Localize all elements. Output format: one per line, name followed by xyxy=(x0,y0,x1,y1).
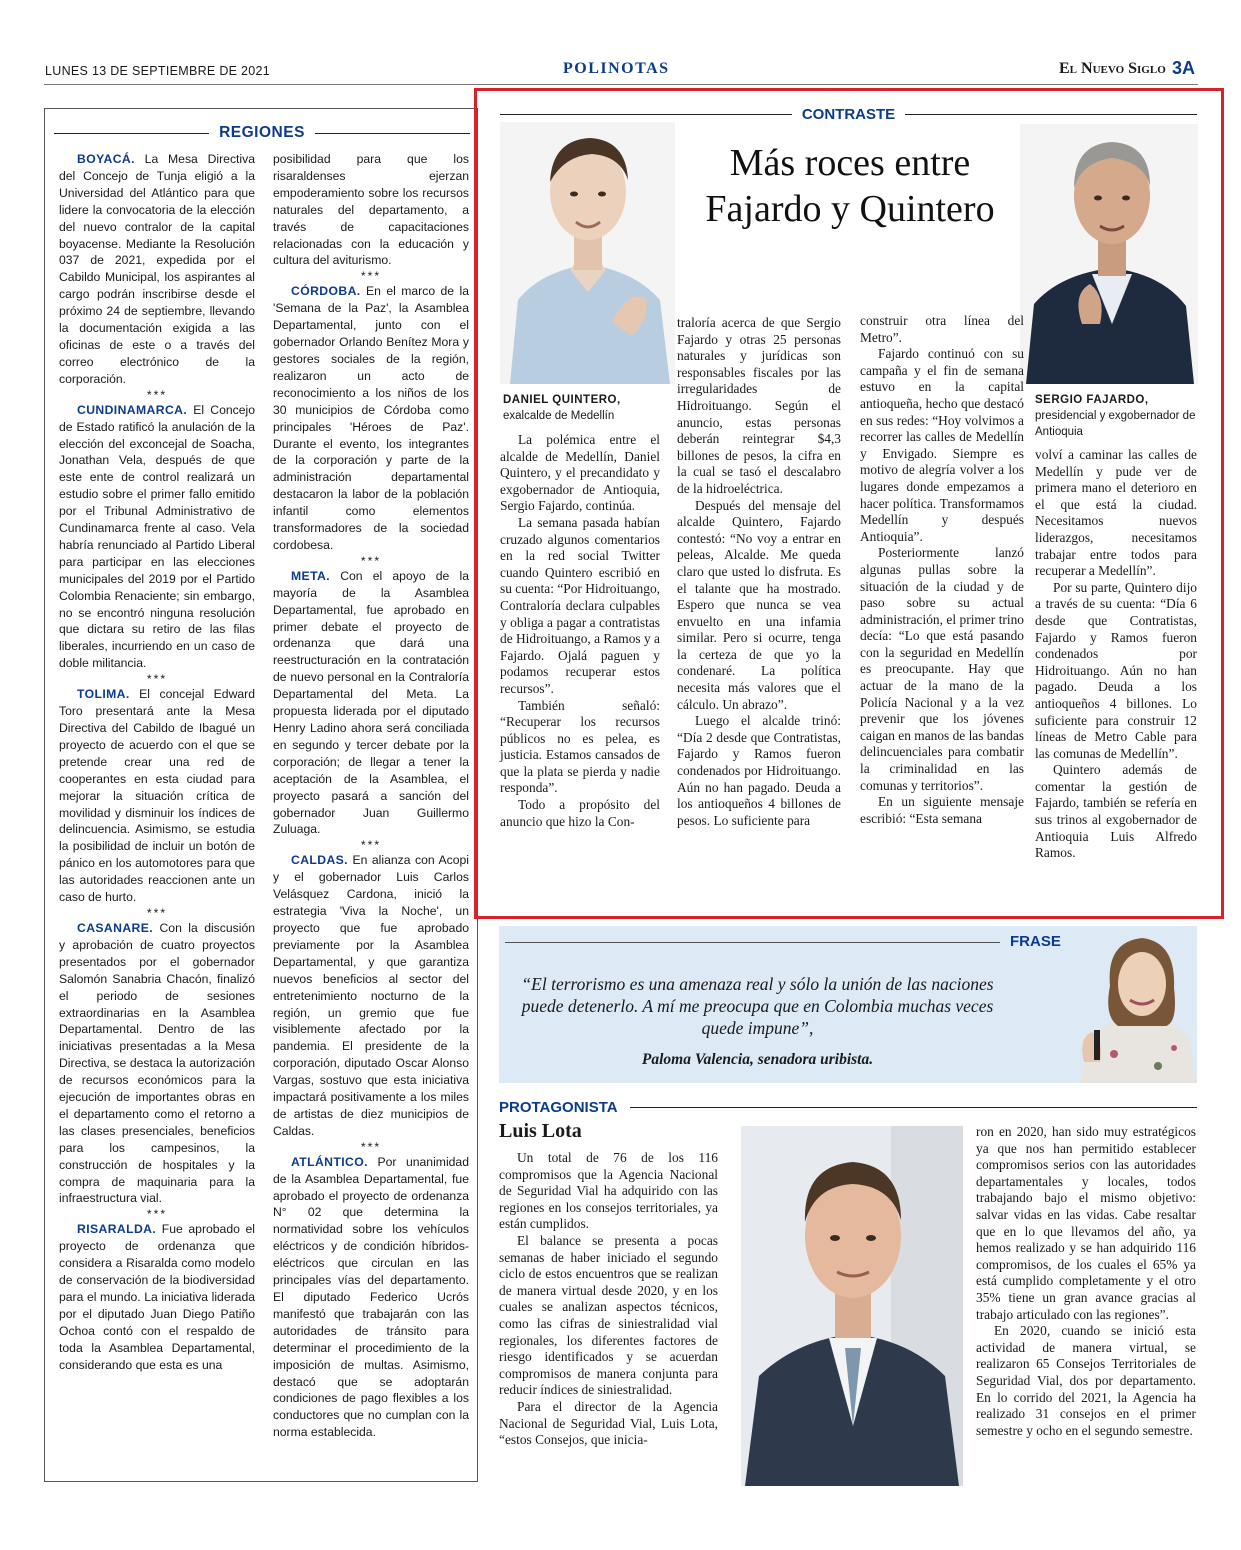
separator-stars: *** xyxy=(146,387,168,402)
region-name: CALDAS. xyxy=(291,853,348,868)
contraste-label: CONTRASTE xyxy=(801,105,896,123)
contraste-column-2 xyxy=(677,315,841,829)
region-item xyxy=(59,920,255,1207)
paragraph: Por su parte, Quintero dijo a través de su cuenta: “Día 6 desde que Contratistas, Fajardo y Ramos fueron condenados por Hidroituango. Aún no han pagado. Deuda a los antioqueños 4 billones. Lo suficiente para construir 12 líneas de Metro Cable para las comunas de Medellín”. xyxy=(1035,579,1197,761)
paragraph: En un siguiente mensaje escribió: “Esta semana xyxy=(860,794,1024,826)
protagonista-header xyxy=(499,1096,1197,1118)
protagonista-label: PROTAGONISTA xyxy=(499,1098,618,1116)
paragraph: Luego el alcalde trinó: “Día 2 desde que Contratistas, Fajardo y Ramos fueron condenados por Hidroituango. Aún no han pagado. Deuda a los antioqueños 4 billones de pesos. Lo suficiente para xyxy=(677,713,841,828)
newspaper-name: El Nuevo Siglo xyxy=(1059,60,1166,77)
page-number: 3A xyxy=(1172,58,1196,78)
region-item xyxy=(273,568,469,839)
region-text: Por unanimidad de la Asamblea Departamental, fue aprobado el proyecto de ordenanza N° 02 que determina la normatividad sobre los vehículos eléctricos y de condición híbridos-eléctricos que circulan en las principales vías del departamento. El diputado Federico Ucrós manifestó que trabajarán con las autoridades de tránsito para determinar el procedimiento de la imposición de multas. Asimismo, destacó que se adoptarán condiciones de pago flexibles a los conductores que no cumplan con la norma establecida. xyxy=(273,1154,469,1440)
region-text: Fue aprobado el proyecto de ordenanza que considera a Risaralda como modelo de conservación de la biodiversidad para el mundo. La iniciativa liderada por el diputado Juan Diego Patiño Ochoa contó con el respaldo de toda la Asamblea Departamental, considerando que esta es una xyxy=(59,1222,255,1372)
regiones-column-2 xyxy=(273,151,469,1441)
region-text: En alianza con Acopi y el gobernador Luis Carlos Velásquez Cardona, inició la estrategia 'Viva la Noche', un proyecto que fue aprobado previamente por la Asamblea Departamental, y que garantiza nuevos beneficios al sector del entretenimiento nocturno de la región, un gremio que fue visiblemente afectado por la pandemia. El presidente de la corporación, diputado Oscar Alonso Vargas, sostuvo que esta iniciativa impactará positivamente a los miles de artistas de diez municipios de Caldas. xyxy=(273,853,469,1138)
photo-paloma-valencia xyxy=(1070,926,1197,1083)
region-item xyxy=(59,1221,255,1373)
photo-sergio-fajardo xyxy=(1020,124,1198,384)
contraste-rule-right xyxy=(905,114,1197,115)
region-item xyxy=(273,1154,469,1441)
region-text: El Concejo de Estado ratificó la anulación de la elección del exconcejal de Soacha, Jonathan Vela, después de que este ente de control realizará un estudio sobre el primer fallo emitido por el Tribunal Administrativo de Cundinamarca frente al caso. Vela habría renunciado al Partido Liberal para participar en las elecciones municipales del 2019 por el Partido Colombia Renaciente; sin embargo, no se encontró ninguna resolución que dictara su retiro de las filas liberales, incurriendo en un caso de doble militancia. xyxy=(59,402,255,671)
region-name: CASANARE. xyxy=(77,920,154,935)
separator-stars: *** xyxy=(360,1139,382,1154)
paragraph: La semana pasada habían cruzado algunos comentarios en la red social Twitter cuando Quintero escribió en su cuenta: “Por Hidroituango, Contraloría declara culpables y obliga a pagar a contratistas de Hidroituango, a Ramos y a Fajardo. Ojalá paguen y podamos recuperar estos recursos”. xyxy=(500,514,660,696)
issue-date: LUNES 13 DE SEPTIEMBRE DE 2021 xyxy=(45,64,271,78)
separator-stars: *** xyxy=(360,838,382,853)
caption-left-name: DANIEL QUINTERO, xyxy=(503,394,621,406)
region-name: TOLIMA. xyxy=(77,687,130,702)
region-text: En el marco de la 'Semana de la Paz', la Asamblea Departamental, junto con el gobernador Orlando Benítez Mora y gestores sociales de la región, realizaron un acto de reconocimiento a los niños de los 30 municipios de Córdoba como principales 'Héroes de Paz'. Durante el evento, los integrantes de la corporación y parte de la administración departamental destacaron la labor de la población infantil como elementos transformadores de la sociedad cordobesa. xyxy=(273,284,469,552)
caption-right-name: SERGIO FAJARDO, xyxy=(1035,394,1149,406)
paragraph: Un total de 76 de los 116 compromisos que la Agencia Nacional de Seguridad Vial ha adquirido con las regiones en los consejos territoriales, ya están cumplidos. xyxy=(499,1150,718,1232)
region-text: Con la discusión y aprobación de cuatro proyectos presentados por el gobernador Salomón Sanabria Chacón, finalizó el periodo de sesiones extraordinarias en la Asamblea Departamental. Dentro de las iniciativas presentadas a la Mesa Directiva, se destaca la autorización de recursos económicos para la ejecución de importantes obras en el departamento como el retorno a las clases presenciales, beneficios para los campesinos, la construcción de hospitales y la compra de maquinaria para la infraestructura vial. xyxy=(59,920,255,1206)
paragraph: También señaló: “Recuperar los recursos públicos no es pelea, es justicia. Estamos cansados de que la plata se pierda y nadie responda”. xyxy=(500,697,660,796)
separator-stars: *** xyxy=(146,905,168,920)
protagonista-column-1 xyxy=(499,1150,718,1449)
region-text: La Mesa Directiva del Concejo de Tunja eligió a la Universidad del Atlántico para que lidere la convocatoria de la elección del nuevo contralor de la capital boyacense. Mediante la Resolución 037 de 2021, expedida por el Cabildo Municipal, los aspirantes al cargo podrán inscribirse desde el próximo 24 de septiembre, llevando la documentación exigida a las oficinas de este o a través del correo electrónico de la corporación. xyxy=(59,152,255,386)
region-item xyxy=(59,686,255,906)
frase-author: Paloma Valencia, senadora uribista. xyxy=(641,1051,874,1068)
separator-stars: *** xyxy=(360,269,382,284)
region-name: CÓRDOBA. xyxy=(291,284,361,299)
paragraph: En 2020, cuando se inició esta actividad de manera virtual, se realizaron 65 Consejos Territoriales de Seguridad Vial, dos por departamento. En lo corrido del 2021, la Agencia ha realizado 31 consejos en el primer semestre y ocho en el segundo semestre. xyxy=(976,1323,1196,1438)
header-rule xyxy=(44,84,1198,85)
region-item xyxy=(273,283,469,554)
contraste-column-1 xyxy=(500,432,660,830)
paragraph: Para el director de la Agencia Nacional de Seguridad Vial, Luis Lota, “estos Consejos, que inicia- xyxy=(499,1398,718,1448)
region-name: ATLÁNTICO. xyxy=(291,1154,368,1169)
section-name: POLINOTAS xyxy=(563,60,670,77)
caption-right-role: presidencial y exgobernador de Antioquia xyxy=(1035,410,1196,438)
frase-label: FRASE xyxy=(1010,933,1061,950)
paragraph: construir otra línea del Metro”. xyxy=(860,313,1024,345)
region-item xyxy=(273,852,469,1139)
caption-right xyxy=(1035,392,1200,440)
protagonista-name: Luis Lota xyxy=(499,1120,582,1142)
photo-daniel-quintero xyxy=(500,122,675,384)
paragraph: El balance se presenta a pocas semanas de haber iniciado el segundo ciclo de estos encuentros que se realizan de manera virtual desde 2020, y en los cuales se analizan aspectos técnicos, como las cifras de siniestralidad vial regionales, los diferentes factores de riesgo identificados y se acuerdan compromisos de manera conjunta para reducir índices de siniestralidad. xyxy=(499,1232,718,1398)
region-name: RISARALDA. xyxy=(77,1222,157,1237)
contraste-rule-left xyxy=(500,114,792,115)
regiones-rule-right xyxy=(315,133,470,134)
region-name: BOYACÁ. xyxy=(77,152,135,166)
paragraph: traloría acerca de que Sergio Fajardo y otras 25 personas naturales y jurídicas son responsables fiscales por las irregularidades de Hidroituango. Según el anuncio, estas personas deberán reintegrar $4,3 billones de pesos, la cifra en la cual se tasó el descalabro de la hidroeléctrica. xyxy=(677,315,841,496)
paragraph: Todo a propósito del anuncio que hizo la Con- xyxy=(500,797,660,829)
separator-stars: *** xyxy=(146,1207,168,1222)
photo-luis-lota xyxy=(741,1126,963,1486)
region-text: Con el apoyo de la mayoría de la Asamblea Departamental, fue aprobado en primer debate el proyecto de ordenanza que dará una reestructuración en la contratación de nuevo personal en la Contraloría Departamental del Meta. La propuesta liderada por el diputado Henry Ladino ahora será conciliada en segundo y tercer debate por la corporación; de llegar a tener la aceptación de la Asamblea, el proyecto pasará a sanción del gobernador Juan Guillermo Zuluaga. xyxy=(273,568,469,837)
protagonista-column-2 xyxy=(976,1124,1196,1439)
separator-stars: *** xyxy=(146,672,168,687)
contraste-column-3 xyxy=(860,313,1024,827)
regiones-column-1 xyxy=(59,151,255,1374)
contraste-column-4 xyxy=(1035,447,1197,862)
paragraph: volví a caminar las calles de Medellín y pude ver de primera mano el deterioro en el que está la ciudad. Necesitamos nuevos liderazgos, necesitamos trabajar entre todos para recuperar a Medellín”. xyxy=(1035,447,1197,579)
regiones-rule-left xyxy=(54,133,209,134)
caption-left xyxy=(503,392,673,424)
paragraph: Posteriormente lanzó algunas pullas sobre la situación de la ciudad y de paso sobre su actual administración, el primer trino decía: “Lo que está pasando con la seguridad en Medellín es preocupante. Hay que actuar de la mano de la Policía Nacional y a la vez prevenir que los jóvenes caigan en manos de las bandas delincuenciales para combatir la criminalidad en las comunas y territorios”. xyxy=(860,545,1024,793)
region-item xyxy=(59,151,255,388)
contraste-headline: Más roces entre Fajardo y Quintero xyxy=(705,142,995,230)
paragraph: La polémica entre el alcalde de Medellín, Daniel Quintero, y el precandidato y exgobernador de Antioquia, Sergio Fajardo, continúa. xyxy=(500,432,660,514)
region-text: El concejal Edward Toro presentará ante la Mesa Directiva del Cabildo de Ibagué un proyecto de acuerdo con el que se pretende crear una red de cooperantes en esta ciudad para mejorar la situación crítica de movilidad y disminuir los índices de delincuencia. Asimismo, se estudia la posibilidad de incluir un botón de pánico en los automotores para que las autoridades reaccionen ante un caso de hurto. xyxy=(59,687,255,905)
caption-left-role: exalcalde de Medellín xyxy=(503,410,615,422)
regiones-header xyxy=(54,122,470,144)
frase-rule xyxy=(505,942,1000,943)
region-item xyxy=(59,402,255,673)
regiones-label: REGIONES xyxy=(219,124,305,141)
paragraph: Quintero además de comentar la gestión de Fajardo, también se refería en sus trinos al exgobernador de Antioquia Luis Alfredo Ramos. xyxy=(1035,762,1197,861)
paragraph: ron en 2020, han sido muy estratégicos ya que nos han permitido establecer compromisos serios con las autoridades departamentales y locales, todos trabajando bajo el mismo objetivo: salvar vidas en las vidas. Cabe resaltar que en lo que llevamos del año, ya hemos realizado y se han adquirido 116 compromisos, de los cuales el 65% ya está cumplido completamente y el otro 35% tiene un gran avance gracias al trabajo articulado con las regiones”. xyxy=(976,1124,1196,1322)
paragraph: Fajardo continuó con su campaña y el fin de semana estuvo en la capital antioqueña, hecho que destacó en sus redes: “Hoy volvimos a recorrer las calles de Medellín y Envigado. Siempre es motivo de alegría volver a los lugares donde empezamos a hacer política. Transformamos Medellín y después Antioquia”. xyxy=(860,346,1024,544)
protagonista-rule xyxy=(630,1107,1197,1108)
frase-quote: “El terrorismo es una amenaza real y sólo la unión de las naciones puede detenerlo. A mí me preocupa que en Colombia muchas veces quede impune”, xyxy=(521,974,994,1038)
region-name: CUNDINAMARCA. xyxy=(77,402,188,417)
region-continuation: posibilidad para que los risaraldenses ejerzan empoderamiento sobre los recursos naturales del departamento, a través de capacitaciones relacionadas con la educación y cultura del aviturismo. xyxy=(273,152,469,268)
paragraph: Después del mensaje del alcalde Quintero, Fajardo contestó: “No voy a entrar en peleas, Alcalde. Me queda claro que usted lo disfruta. Es el talante que ha mostrado. Espero que nunca se vea envuelto en una infamia similar. Pero si ocurre, tenga la certeza de que yo la condenaré. La política necesita más valores que el cálculo. Un abrazo”. xyxy=(677,497,841,712)
region-name: META. xyxy=(291,568,331,583)
separator-stars: *** xyxy=(360,553,382,568)
